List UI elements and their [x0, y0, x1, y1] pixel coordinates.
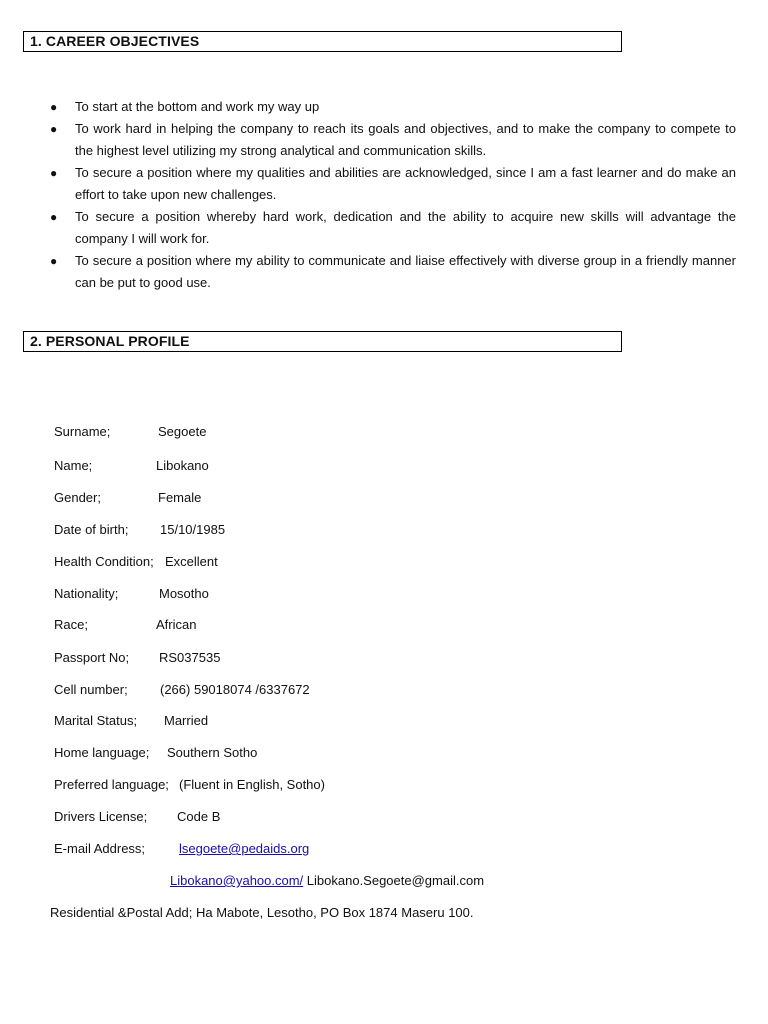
objective-text: To secure a position where my ability to communicate and liaise effectively with diverse group in a friendly manner can be put to good use. [75, 253, 736, 290]
marital-value: Married [164, 713, 209, 728]
bullet-icon: ● [50, 254, 58, 268]
cell-value: (266) 59018074 /6337672 [160, 682, 310, 697]
gender-value: Female [158, 490, 202, 505]
email-secondary-row [170, 872, 484, 890]
email-label: E-mail Address; [54, 841, 146, 856]
passport-value: RS037535 [159, 650, 221, 665]
health-value: Excellent [165, 554, 218, 569]
email-primary-link[interactable]: lsegoete@pedaids.org [179, 841, 310, 856]
address-value: Ha Mabote, Lesotho, PO Box 1874 Maseru 100. [196, 905, 474, 920]
address-label: Residential &Postal Add; [50, 905, 193, 920]
nationality-label: Nationality; [54, 586, 119, 601]
preferred-language-label: Preferred language; [54, 777, 169, 792]
bullet-icon: ● [50, 210, 58, 224]
objective-item [50, 162, 736, 206]
bullet-icon: ● [50, 166, 58, 180]
objective-text: To secure a position whereby hard work, dedication and the ability to acquire new skills will advantage the company I will work for. [75, 209, 736, 246]
race-value: African [156, 617, 197, 632]
surname-value: Segoete [158, 424, 207, 439]
drivers-license-value: Code B [177, 809, 221, 824]
drivers-license-label: Drivers License; [54, 809, 148, 824]
home-language-value: Southern Sotho [167, 745, 258, 760]
bullet-icon: ● [50, 122, 58, 136]
preferred-language-value: (Fluent in English, Sotho) [179, 777, 325, 792]
objective-item [50, 206, 736, 250]
home-language-label: Home language; [54, 745, 150, 760]
objective-text: To secure a position where my qualities and abilities are acknowledged, since I am a fast learner and do make an effort to take upon new challenges. [75, 165, 736, 202]
bullet-icon: ● [50, 100, 58, 114]
personal-profile-heading: 2. PERSONAL PROFILE [23, 331, 622, 352]
objective-text: To work hard in helping the company to reach its goals and objectives, and to make the company to compete to the highest level utilizing my strong analytical and communication skills. [75, 121, 736, 158]
address-row [50, 904, 474, 922]
surname-label: Surname; [54, 424, 111, 439]
objective-item [50, 96, 736, 118]
health-label: Health Condition; [54, 554, 154, 569]
nationality-value: Mosotho [159, 586, 209, 601]
name-value: Libokano [156, 458, 209, 473]
cell-label: Cell number; [54, 682, 128, 697]
passport-label: Passport No; [54, 650, 130, 665]
name-label: Name; [54, 458, 93, 473]
objective-item [50, 118, 736, 162]
email-secondary-link[interactable]: Libokano@yahoo.com/ [170, 873, 304, 888]
race-label: Race; [54, 617, 88, 632]
dob-value: 15/10/1985 [160, 522, 226, 537]
objective-text: To start at the bottom and work my way up [75, 99, 320, 114]
email-tertiary: Libokano.Segoete@gmail.com [306, 873, 485, 888]
dob-label: Date of birth; [54, 522, 129, 537]
objective-item [50, 250, 736, 294]
marital-label: Marital Status; [54, 713, 138, 728]
career-objectives-list [50, 96, 736, 294]
gender-label: Gender; [54, 490, 101, 505]
career-objectives-heading: 1. CAREER OBJECTIVES [23, 31, 622, 52]
